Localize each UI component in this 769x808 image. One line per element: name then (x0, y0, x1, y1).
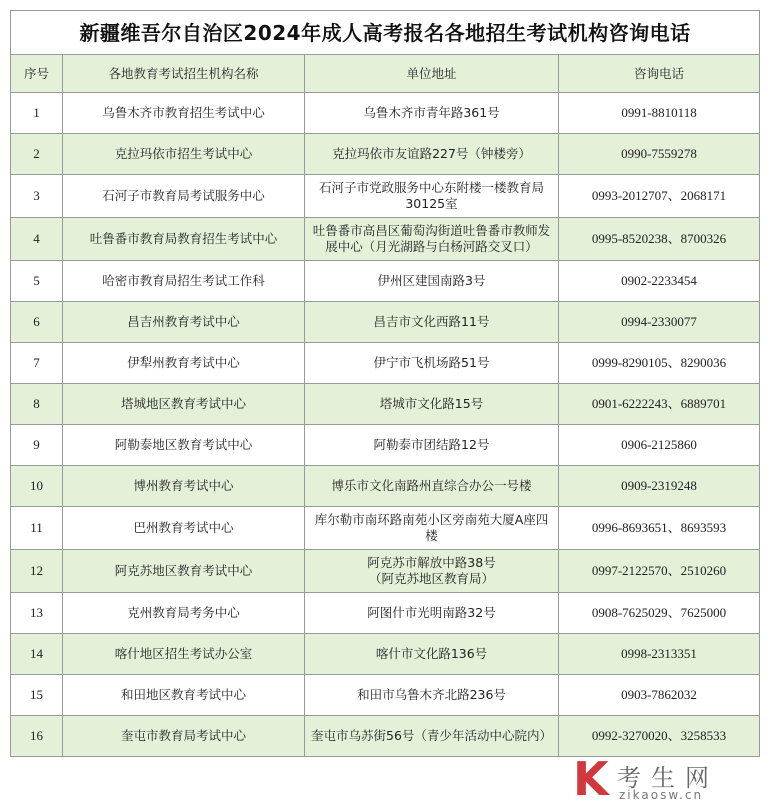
row-institution: 克拉玛依市招生考试中心 (63, 134, 305, 175)
row-address: 吐鲁番市高昌区葡萄沟街道吐鲁番市教师发展中心（月光湖路与白杨河路交叉口） (305, 218, 559, 261)
header-index: 序号 (11, 55, 63, 93)
row-address: 昌吉市文化西路11号 (305, 302, 559, 343)
table-row (11, 675, 760, 716)
row-address: 库尔勒市南环路南苑小区旁南苑大厦A座四楼 (305, 507, 559, 550)
row-index: 12 (11, 550, 63, 593)
row-address: 奎屯市乌苏街56号（青少年活动中心院内） (305, 716, 559, 757)
row-index: 14 (11, 634, 63, 675)
row-phone: 0906-2125860 (559, 425, 760, 466)
row-institution: 乌鲁木齐市教育招生考试中心 (63, 93, 305, 134)
row-index: 8 (11, 384, 63, 425)
row-address: 和田市乌鲁木齐北路236号 (305, 675, 559, 716)
zikaosw-watermark (573, 752, 763, 806)
header-institution: 各地教育考试招生机构名称 (63, 55, 305, 93)
table-row (11, 593, 760, 634)
row-institution: 昌吉州教育考试中心 (63, 302, 305, 343)
row-phone: 0999-8290105、8290036 (559, 343, 760, 384)
row-index: 10 (11, 466, 63, 507)
row-address (305, 550, 559, 593)
row-institution: 博州教育考试中心 (63, 466, 305, 507)
row-phone: 0902-2233454 (559, 261, 760, 302)
row-address: 塔城市文化路15号 (305, 384, 559, 425)
row-address: 克拉玛依市友谊路227号（钟楼旁） (305, 134, 559, 175)
table-header-row (11, 55, 760, 93)
row-index: 13 (11, 593, 63, 634)
row-address: 石河子市党政服务中心东附楼一楼教育局30125室 (305, 175, 559, 218)
logo-k-icon: K (573, 752, 609, 806)
row-index: 11 (11, 507, 63, 550)
row-institution: 克州教育局考务中心 (63, 593, 305, 634)
row-index: 5 (11, 261, 63, 302)
row-phone: 0993-2012707、2068171 (559, 175, 760, 218)
row-institution: 伊犁州教育考试中心 (63, 343, 305, 384)
row-phone: 0994-2330077 (559, 302, 760, 343)
row-address: 阿图什市光明南路32号 (305, 593, 559, 634)
table-row (11, 218, 760, 261)
table-row (11, 550, 760, 593)
row-index: 9 (11, 425, 63, 466)
table-row (11, 425, 760, 466)
row-phone: 0908-7625029、7625000 (559, 593, 760, 634)
row-address: 伊州区建国南路3号 (305, 261, 559, 302)
table-row (11, 261, 760, 302)
row-institution: 和田地区教育考试中心 (63, 675, 305, 716)
row-index: 2 (11, 134, 63, 175)
table-row (11, 302, 760, 343)
row-index: 4 (11, 218, 63, 261)
table-row (11, 716, 760, 757)
row-address: 阿勒泰市团结路12号 (305, 425, 559, 466)
table-row (11, 507, 760, 550)
row-address: 伊宁市飞机场路51号 (305, 343, 559, 384)
page-title: 新疆维吾尔自治区2024年成人高考报名各地招生考试机构咨询电话 (11, 11, 760, 55)
table-row (11, 384, 760, 425)
row-index: 7 (11, 343, 63, 384)
row-index: 3 (11, 175, 63, 218)
table-row (11, 175, 760, 218)
watermark-url: zikaosw.cn (619, 788, 704, 802)
contact-table (10, 10, 760, 757)
row-institution: 阿勒泰地区教育考试中心 (63, 425, 305, 466)
row-phone: 0992-3270020、3258533 (559, 716, 760, 757)
row-address: 喀什市文化路136号 (305, 634, 559, 675)
table-row (11, 134, 760, 175)
row-phone: 0995-8520238、8700326 (559, 218, 760, 261)
row-address-line: 阿克苏市解放中路38号 (367, 555, 496, 570)
watermark-site-name: 考生网 (617, 764, 719, 792)
row-institution: 奎屯市教育局考试中心 (63, 716, 305, 757)
row-institution: 阿克苏地区教育考试中心 (63, 550, 305, 593)
row-address: 乌鲁木齐市青年路361号 (305, 93, 559, 134)
row-index: 16 (11, 716, 63, 757)
header-address: 单位地址 (305, 55, 559, 93)
row-phone: 0909-2319248 (559, 466, 760, 507)
table-row (11, 93, 760, 134)
row-institution: 石河子市教育局考试服务中心 (63, 175, 305, 218)
row-phone: 0901-6222243、6889701 (559, 384, 760, 425)
header-phone: 咨询电话 (559, 55, 760, 93)
row-institution: 吐鲁番市教育局教育招生考试中心 (63, 218, 305, 261)
row-phone: 0998-2313351 (559, 634, 760, 675)
row-institution: 喀什地区招生考试办公室 (63, 634, 305, 675)
row-phone: 0903-7862032 (559, 675, 760, 716)
table-row (11, 634, 760, 675)
row-institution: 哈密市教育局招生考试工作科 (63, 261, 305, 302)
row-institution: 巴州教育考试中心 (63, 507, 305, 550)
table-row (11, 466, 760, 507)
row-phone: 0997-2122570、2510260 (559, 550, 760, 593)
row-phone: 0996-8693651、8693593 (559, 507, 760, 550)
row-phone: 0991-8810118 (559, 93, 760, 134)
row-index: 15 (11, 675, 63, 716)
row-index: 6 (11, 302, 63, 343)
row-index: 1 (11, 93, 63, 134)
row-address: 博乐市文化南路州直综合办公一号楼 (305, 466, 559, 507)
table-row (11, 343, 760, 384)
row-phone: 0990-7559278 (559, 134, 760, 175)
row-address-line: （阿克苏地区教育局） (368, 571, 494, 586)
row-institution: 塔城地区教育考试中心 (63, 384, 305, 425)
